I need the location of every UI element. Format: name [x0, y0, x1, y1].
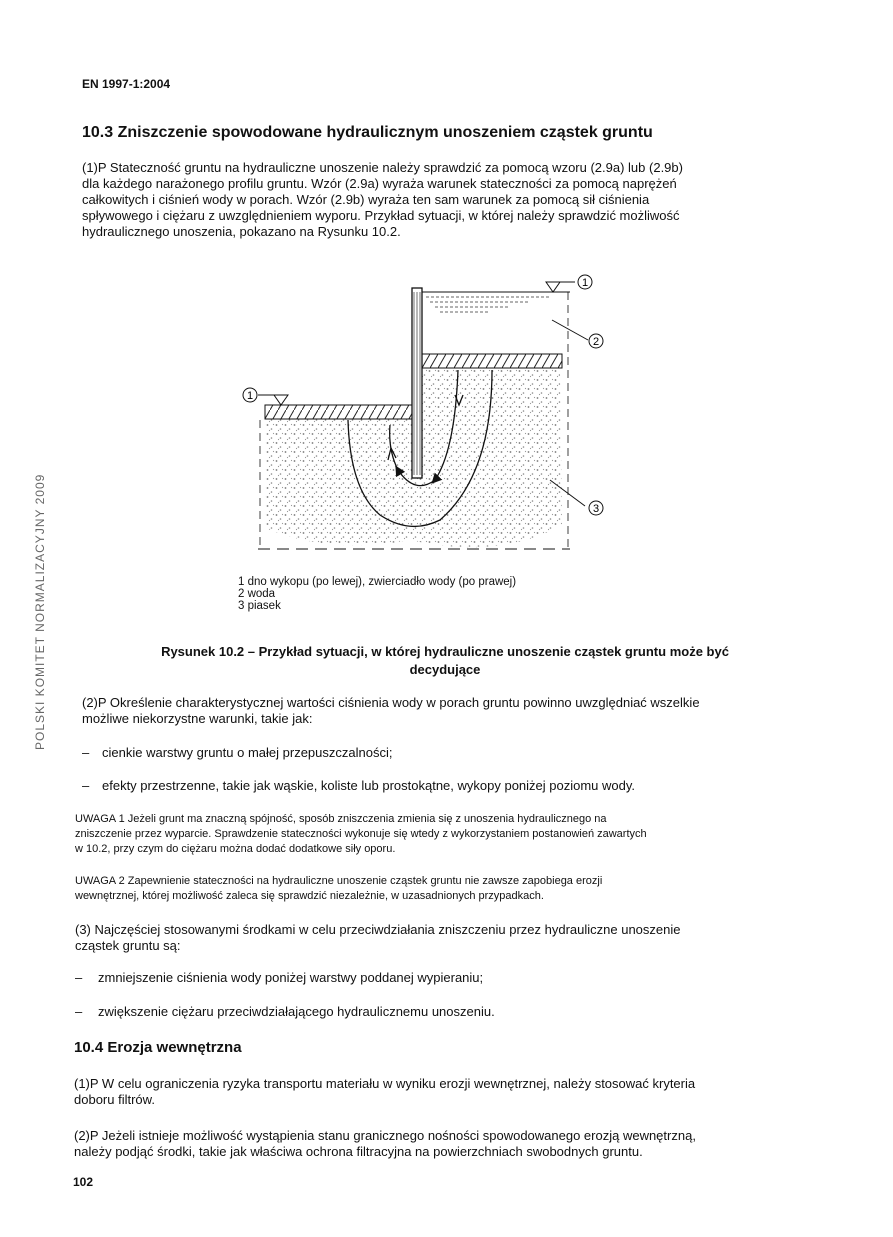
- legend-item: 2 woda: [238, 588, 276, 600]
- list-item: efekty przestrzenne, takie jak wąskie, koliste lub prostokątne, wykopy poniżej poziomu wody.: [102, 778, 636, 793]
- figure-10-2-diagram: [230, 270, 630, 565]
- section-10-3-title: 10.3 Zniszczenie spowodowane hydraulicznym unoszeniem cząstek gruntu: [82, 124, 653, 141]
- caption-line: Rysunek 10.2 – Przykład sytuacji, w której hydrauliczne unoszenie cząstek gruntu może być: [161, 644, 729, 659]
- legend-item: 3 piasek: [238, 600, 281, 612]
- paragraph-10-4-1: [74, 1076, 695, 1108]
- marker-3: [589, 501, 603, 515]
- marker-1-left: [243, 388, 257, 402]
- note-2: [75, 874, 602, 904]
- caption-line: decydujące: [409, 662, 481, 677]
- svg-text:3: 3: [592, 503, 600, 515]
- marker-2: [589, 334, 603, 348]
- text-line: należy podjąć środki, takie jak właściwa ochrona filtracyjna na powierzchniach swobodnych gruntu.: [74, 1144, 643, 1159]
- ground-surface-right: [422, 354, 562, 368]
- list-dash: –: [75, 970, 83, 985]
- list-dash: –: [75, 1004, 83, 1019]
- list-item: cienkie warstwy gruntu o małej przepuszczalności;: [102, 745, 393, 760]
- text-line: (2)P Określenie charakterystycznej wartości ciśnienia wody w porach gruntu powinno uwzględniać wszelkie: [82, 695, 700, 710]
- list-item: zwiększenie ciężaru przeciwdziałającego hydraulicznemu unoszeniu.: [98, 1004, 495, 1019]
- text-line: (1)P Stateczność gruntu na hydrauliczne unoszenie należy sprawdzić za pomocą wzoru (2.9a) lub (2.9b): [82, 160, 683, 175]
- list-dash: –: [82, 745, 90, 760]
- text-line: całkowitych i ciśnień wody w porach. Wzór (2.9b) wyraża ten sam warunek za pomocą sił ciśnienia: [82, 192, 650, 207]
- leader-line-2: [552, 320, 588, 340]
- water-level-symbol-left: [274, 395, 288, 405]
- text-line: wewnętrznej, której możliwość zaleca się sprawdzić niezależnie, w uzasadnionych przypadkach.: [75, 890, 544, 902]
- text-line: w 10.2, przy czym do ciężaru można dodać dodatkowe siły oporu.: [75, 843, 396, 855]
- text-line: zniszczenie przez wyparcie. Sprawdzenie stateczności wykonuje się wtedy z wykorzystaniem postanowień zawartych: [75, 828, 647, 840]
- figure-caption: [100, 643, 790, 679]
- excavation-bottom-left: [265, 405, 417, 419]
- water-body: [422, 292, 562, 352]
- text-line: (3) Najczęściej stosowanymi środkami w celu przeciwdziałania zniszczeniu przez hydrauliczne unoszenie: [75, 922, 681, 937]
- text-line: UWAGA 2 Zapewnienie stateczności na hydrauliczne unoszenie cząstek gruntu nie zawsze zapobiega erozji: [75, 875, 603, 887]
- text-line: spływowego i ciężaru z uwzględnieniem wyporu. Przykład sytuacji, w której należy sprawdzić możliwość: [82, 208, 680, 223]
- section-10-4-title: 10.4 Erozja wewnętrzna: [74, 1039, 242, 1056]
- text-line: możliwe niekorzystne warunki, takie jak:: [82, 711, 313, 726]
- svg-text:2: 2: [592, 336, 600, 348]
- text-line: dla każdego narażonego profilu gruntu. Wzór (2.9a) wyraża warunek stateczności za pomocą naprężeń: [82, 176, 677, 191]
- text-line: UWAGA 1 Jeżeli grunt ma znaczną spójność, sposób zniszczenia zmienia się z unoszenia hydraulicznego na: [75, 813, 607, 825]
- legend-item: 1 dno wykopu (po lewej), zwierciadło wody (po prawej): [238, 576, 517, 588]
- list-item: zmniejszenie ciśnienia wody poniżej warstwy poddanej wypieraniu;: [98, 970, 484, 985]
- text-line: hydraulicznego unoszenia, pokazano na Rysunku 10.2.: [82, 224, 401, 239]
- text-line: (1)P W celu ograniczenia ryzyka transportu materiału w wyniku erozji wewnętrznej, należy stosować kryteria: [74, 1076, 696, 1091]
- text-line: cząstek gruntu są:: [75, 938, 181, 953]
- figure-legend: [238, 576, 516, 612]
- water-level-symbol: [546, 282, 560, 292]
- paragraph-10-3-1: [82, 160, 683, 240]
- page-number: 102: [73, 1175, 94, 1189]
- text-line: doboru filtrów.: [74, 1092, 155, 1107]
- document-code-header: EN 1997-1:2004: [82, 77, 171, 91]
- watermark-text: POLSKI KOMITET NORMALIZACYJNY 2009: [33, 473, 47, 750]
- paragraph-10-4-2: [74, 1128, 696, 1160]
- list-dash: –: [82, 778, 90, 793]
- text-line: (2)P Jeżeli istnieje możliwość wystąpienia stanu granicznego nośności spowodowanego erozją wewnętrzną,: [74, 1128, 696, 1143]
- water-surface-lines: [426, 297, 550, 312]
- paragraph-10-3-3: [75, 922, 680, 954]
- marker-1-right: [578, 275, 592, 289]
- paragraph-10-3-2: [82, 695, 700, 727]
- note-1: [75, 812, 647, 857]
- svg-text:1: 1: [246, 390, 254, 402]
- svg-text:1: 1: [581, 277, 589, 289]
